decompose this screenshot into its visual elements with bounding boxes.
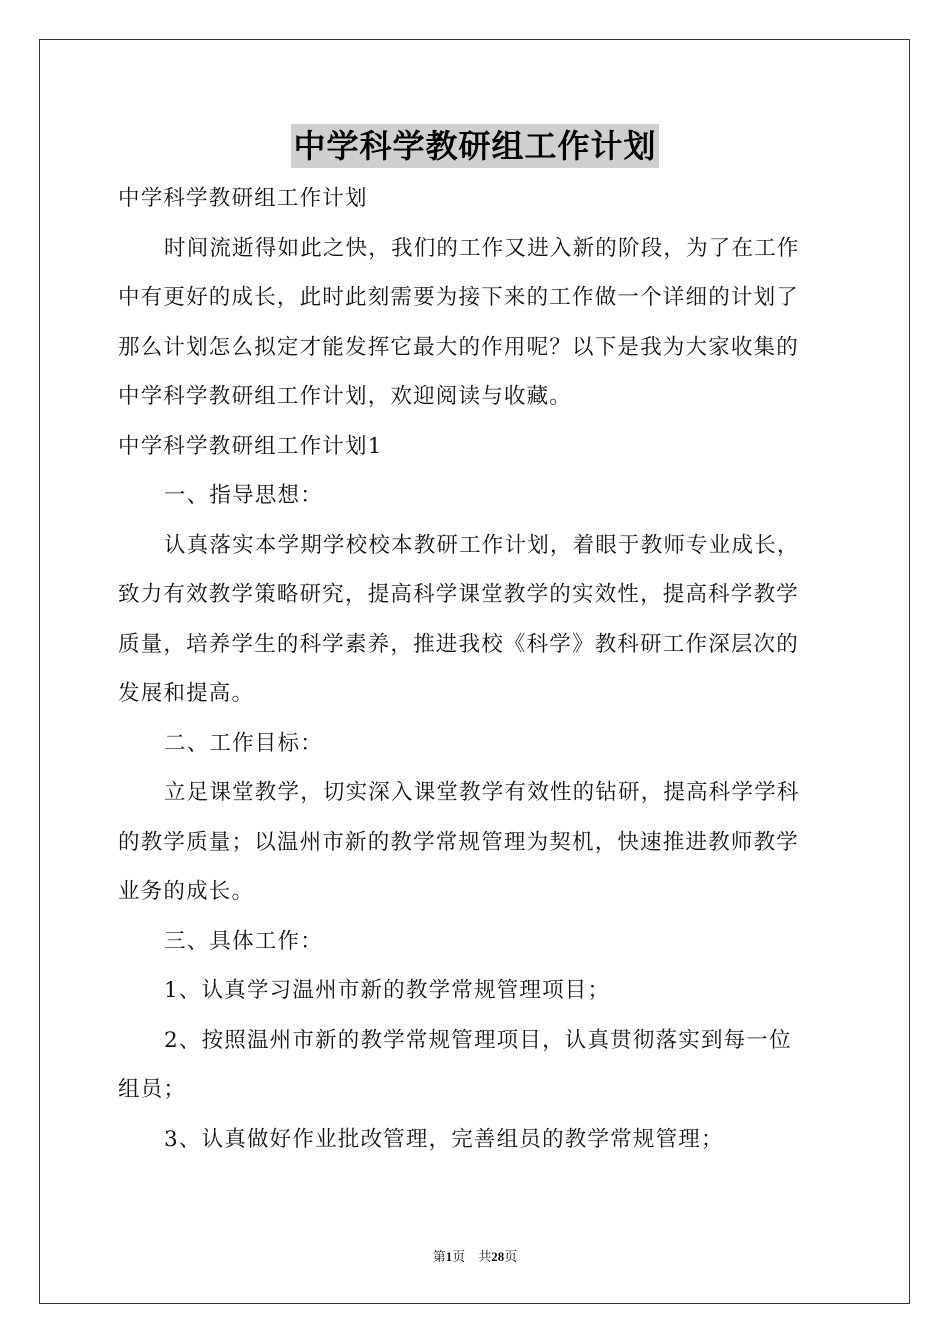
footer-mid: 页 共 <box>452 1249 492 1264</box>
body-line: 质量，培养学生的科学素养，推进我校《科学》教科研工作深层次的 <box>118 631 800 657</box>
footer-prefix: 第 <box>432 1249 446 1264</box>
body-line: 2、按照温州市新的教学常规管理项目，认真贯彻落实到每一位 <box>164 1027 792 1053</box>
footer-suffix: 页 <box>504 1249 518 1264</box>
body-line: 的教学质量；以温州市新的教学常规管理为契机，快速推进教师教学 <box>118 829 800 855</box>
page-footer <box>0 1246 950 1265</box>
body-line: 致力有效教学策略研究，提高科学课堂教学的实效性，提高科学教学 <box>118 582 800 607</box>
body-line: 认真落实本学期学校校本教研工作计划，着眼于教师专业成长， <box>164 532 800 558</box>
document-body <box>118 174 833 1164</box>
document-title: 中学科学教研组工作计划 <box>291 124 658 168</box>
body-line: 1、认真学习温州市新的教学常规管理项目； <box>164 978 611 1003</box>
body-line: 立足课堂教学，切实深入课堂教学有效性的钻研，提高科学学科 <box>164 780 800 805</box>
body-line: 中学科学教研组工作计划 <box>118 186 368 211</box>
body-line: 时间流逝得如此之快，我们的工作又进入新的阶段，为了在工作 <box>164 235 800 261</box>
body-line: 中有更好的成长，此时此刻需要为接下来的工作做一个详细的计划了 <box>118 285 800 310</box>
body-line: 一、指导思想： <box>164 483 323 508</box>
body-line: 二、工作目标： <box>164 730 323 756</box>
body-line: 3、认真做好作业批改管理，完善组员的教学常规管理； <box>164 1126 724 1152</box>
body-line: 发展和提高。 <box>118 681 255 706</box>
body-line: 组员； <box>118 1077 187 1102</box>
body-line: 中学科学教研组工作计划1 <box>118 433 383 459</box>
title-container <box>0 124 950 168</box>
footer-total-pages: 28 <box>491 1249 505 1264</box>
body-line: 中学科学教研组工作计划，欢迎阅读与收藏。 <box>118 384 573 409</box>
footer-page-number: 1 <box>445 1249 453 1264</box>
body-line: 业务的成长。 <box>118 879 255 904</box>
body-line: 三、具体工作： <box>164 928 323 954</box>
body-line: 那么计划怎么拟定才能发挥它最大的作用呢？以下是我为大家收集的 <box>118 334 800 360</box>
